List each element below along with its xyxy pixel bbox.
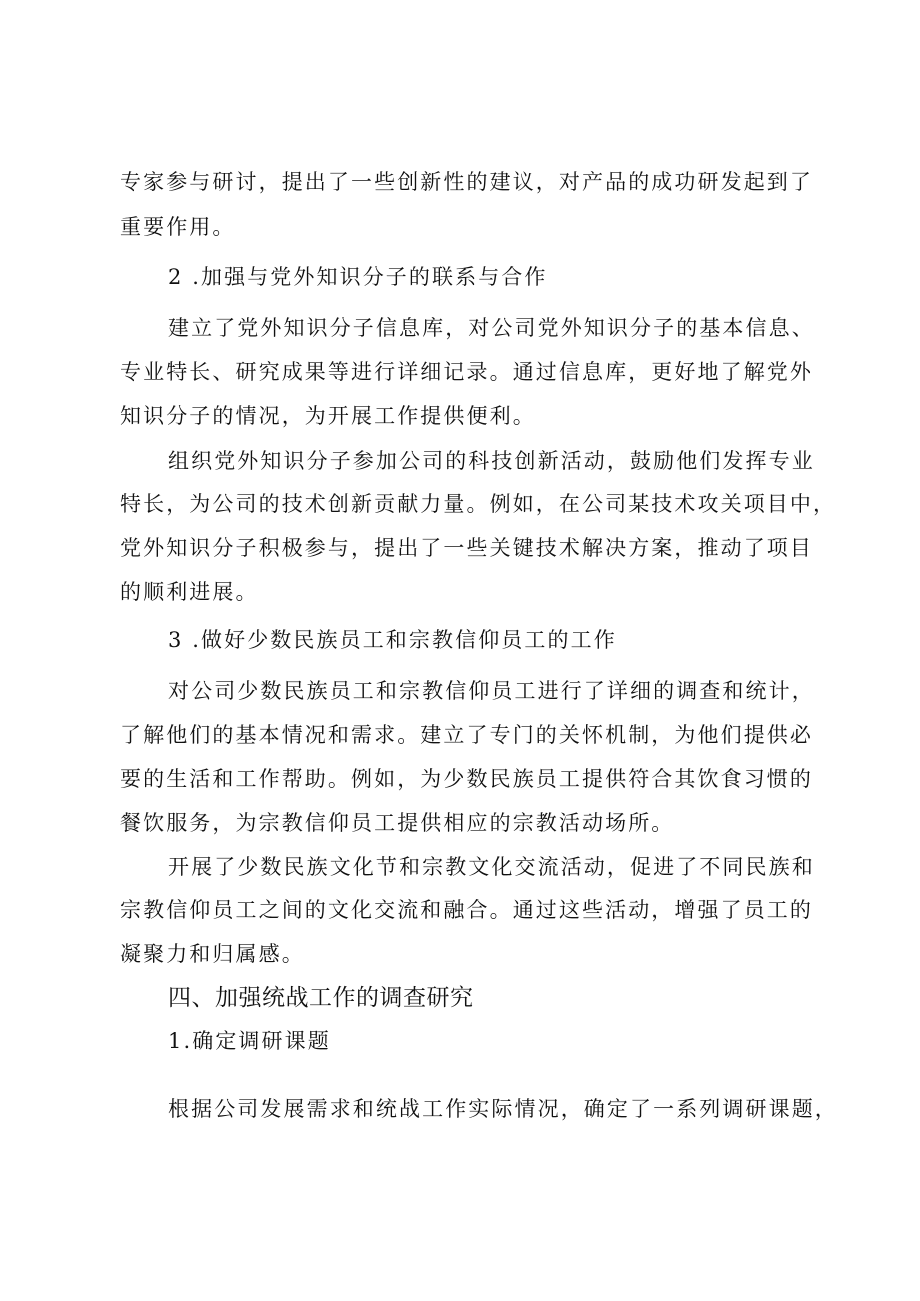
paragraph-line: 对公司少数民族员工和宗教信仰员工进行了详细的调查和统计， — [168, 679, 815, 703]
section-subheading: 3 .做好少数民族员工和宗教信仰员工的工作 — [168, 628, 617, 652]
paragraph-line: 开展了少数民族文化节和宗教文化交流活动，促进了不同民族和 — [168, 855, 815, 879]
paragraph-line: 了解他们的基本情况和需求。建立了专门的关怀机制，为他们提供必 — [120, 723, 813, 747]
paragraph-line: 组织党外知识分子参加公司的科技创新活动，鼓励他们发挥专业 — [168, 449, 815, 473]
paragraph-line: 专家参与研讨，提出了一些创新性的建议，对产品的成功研发起到了 — [120, 170, 813, 194]
paragraph-line: 要的生活和工作帮助。例如，为少数民族员工提供符合其饮食习惯的 — [120, 767, 813, 791]
paragraph-line: 党外知识分子积极参与，提出了一些关键技术解决方案，推动了项目 — [120, 536, 813, 560]
paragraph-line: 知识分子的情况，为开展工作提供便利。 — [120, 404, 536, 428]
paragraph-line: 根据公司发展需求和统战工作实际情况，确定了一系列调研课题， — [168, 1097, 838, 1121]
paragraph-line: 餐饮服务，为宗教信仰员工提供相应的宗教活动场所。 — [120, 811, 675, 835]
section-subheading: 1.确定调研课题 — [168, 1029, 331, 1053]
paragraph-line: 重要作用。 — [120, 215, 236, 239]
paragraph-line: 凝聚力和归属感。 — [120, 942, 305, 966]
section-subheading: 2 .加强与党外知识分子的联系与合作 — [168, 265, 548, 289]
section-heading: 四、加强统战工作的调查研究 — [168, 985, 474, 1011]
paragraph-line: 建立了党外知识分子信息库，对公司党外知识分子的基本信息、 — [168, 316, 815, 340]
paragraph-line: 专业特长、研究成果等进行详细记录。通过信息库，更好地了解党外 — [120, 360, 813, 384]
paragraph-line: 的顺利进展。 — [120, 580, 259, 604]
paragraph-line: 宗教信仰员工之间的文化交流和融合。通过这些活动，增强了员工的 — [120, 898, 813, 922]
paragraph-line: 特长，为公司的技术创新贡献力量。例如，在公司某技术攻关项目中， — [120, 492, 837, 516]
